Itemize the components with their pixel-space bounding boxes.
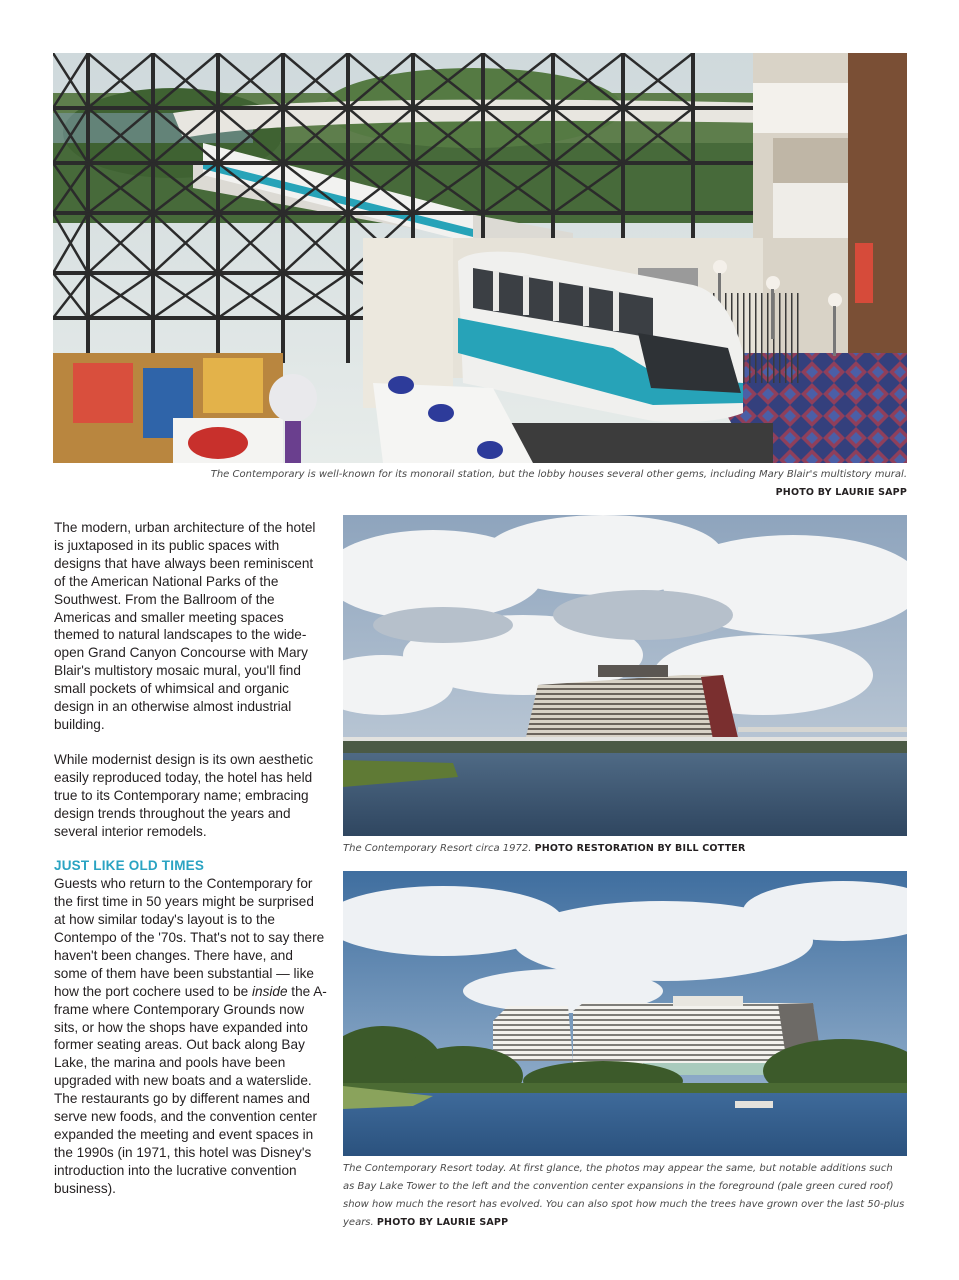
article-body [54,519,328,1198]
section-heading: JUST LIKE OLD TIMES [54,858,205,874]
photo2-caption-text: The Contemporary Resort circa 1972. [343,843,532,854]
paragraph-3-part-2: the A-frame where Contemporary Grounds now sits, or how the shops have expanded into former seating areas. Out back along Bay Lake, the marina and pools have been upgraded with new boats and a waterslide. The restaurants go by different names and serve new foods, and the convention center expanded the meeting and event spaces in the 1990s (in 1971, this hotel was Disney's introduction into the lucrative convention business). [54,983,327,1196]
paragraph-3-part-1: Guests who return to the Contemporary for the first time in 50 years might be surprised at how similar today's layout is to the Contempo of the '70s. That's not to say there haven't been changes. There have, and some of them have been substantial — like how the port cochere used to be [54,876,325,999]
contemporary-today-photo [343,871,907,1156]
photo3-caption-text: The Contemporary Resort today. At first glance, the photos may appear the same, but notable additions such as Bay Lake Tower to the left and the convention center expansions in the foreground (pale green cured roof) show how much the resort has evolved. You can also spot how much the trees have grown over the last 50-plus years. [343,1163,905,1228]
photo1-credit: PHOTO BY LAURIE SAPP [775,487,907,498]
paragraph-3-emphasis: inside [252,983,288,999]
article-paragraph-3 [54,875,328,1197]
contemporary-1972-photo [343,515,907,836]
photo2-caption [343,840,907,858]
monorail-lobby-photo [53,53,907,463]
photo2-credit: PHOTO RESTORATION BY BILL COTTER [534,843,746,854]
photo3-credit: PHOTO BY LAURIE SAPP [376,1217,509,1228]
article-paragraph-2: While modernist design is its own aesthetic easily reproduced today, the hotel has held true to its Contemporary name; embracing design trends throughout the years and several interior remodels. [54,751,314,839]
article-paragraph-1: The modern, urban architecture of the hotel is juxtaposed in its public spaces with designs that have always been reminiscent of the American National Parks of the Southwest. From the Ballroom of the Americas and smaller meeting spaces themed to natural landscapes to the wide-open Grand Canyon Concourse with Mary Blair's multistory mosaic mural, you'll find small pockets of whimsical and organic design in an otherwise almost industrial building. [54,520,316,732]
photo1-caption [100,466,907,502]
photo3-caption [343,1160,907,1232]
photo1-caption-text: The Contemporary is well-known for its monorail station, but the lobby houses several other gems, including Mary Blair's multistory mural. [210,469,907,480]
